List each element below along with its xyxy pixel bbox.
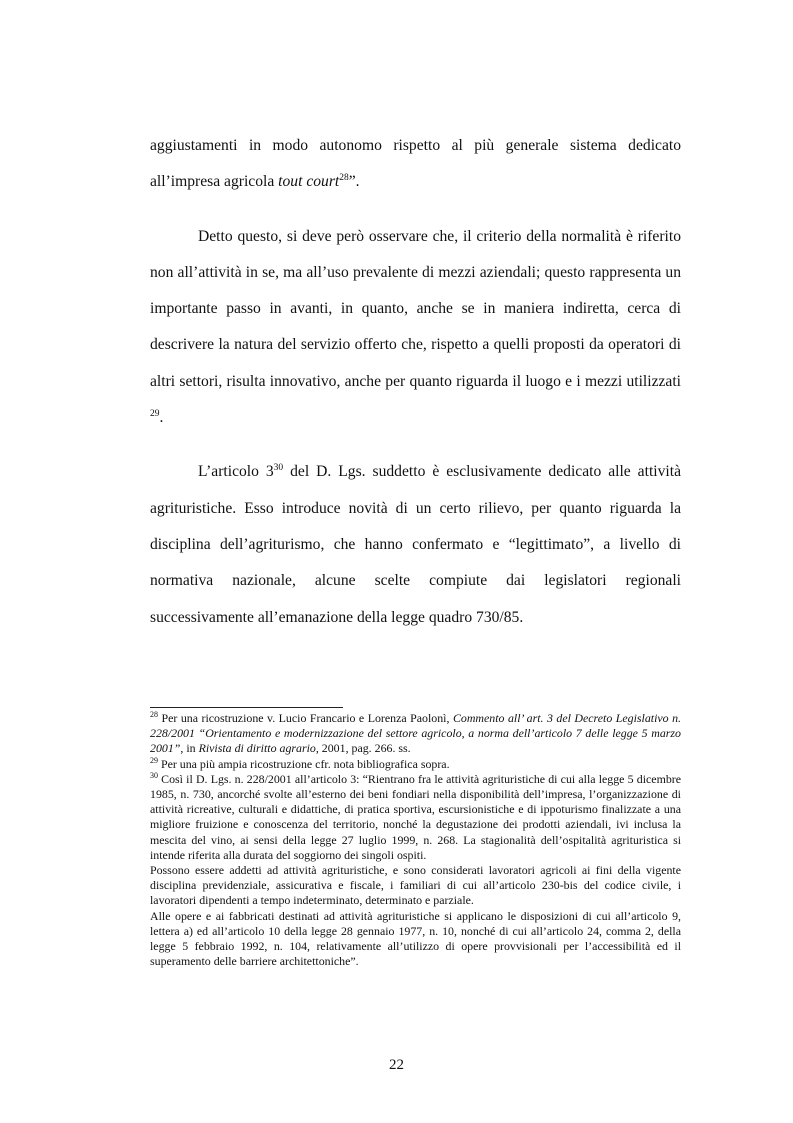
footnote-30-para-2: Possono essere addetti ad attività agrituristiche, e sono considerati lavoratori agricoli ai fini della vigente disciplina previdenziale, assicurativa e fiscale, i familiari di cui all’articolo 230-bis del codice civile, i lavoratori dipendenti a tempo indeterminato, determinato e parziale.: [150, 863, 681, 908]
footnote-30: $^{30}$ Così il D. Lgs. n. 228/2001 all’articolo 3: “Rientrano fra le attività agrituristiche di cui alla legge 5 dicembre 1985, n. 730, ancorché svolte all’esterno dei beni fondiari nella disponibilità dell’impresa, l’organizzazione di attività ricreative, culturali e didattiche, di pratica sportiva, escursionistiche e di ippoturismo finalizzate a una migliore fruizione e conoscenza del territorio, nonché la degustazione dei prodotti aziendali, ivi inclusa la mescita del vino, ai sensi della legge 27 luglio 1999, n. 268. La stagionalità dell’ospitalità agrituristica si intende riferita alla durata del soggiorno dei singoli ospiti.: [150, 770, 681, 862]
paragraph-1: aggiustamenti in modo autonomo rispetto al più generale sistema dedicato all’impresa agricola tout court$^{28}$”.: [150, 137, 681, 191]
footnote-29: $^{29}$ Per una più ampia ricostruzione cfr. nota bibliografica sopra.: [150, 755, 450, 771]
footnote-30-para-3: Alle opere e ai fabbricati destinati ad attività agrituristiche si applicano le disposizioni di cui all’articolo 9, lettera a) ed all’articolo 10 della legge 28 gennaio 1977, n. 10, nonché di cui all’articolo 24, comma 2, della legge 5 febbraio 1992, n. 104, relativamente all’utilizzo di opere provvisionali per l’accessibilità ed il superamento delle barriere architettoniche”.: [150, 908, 681, 969]
page-number: 22: [389, 1057, 404, 1073]
footnotes: [150, 711, 681, 969]
paragraph-3: L’articolo $3^{30}$ del D. Lgs. suddetto è esclusivamente dedicato alle attività agrituristiche. Esso introduce novità di un certo rilievo, per quanto riguarda la disciplina dell’agriturismo, che hanno confermato e “legittimato”, a livello di normativa nazionale, alcune scelte compiute dai legislatori regionali successivamente all’emanazione della legge quadro 730/85.: [150, 463, 681, 626]
footnote-separator: [150, 707, 343, 708]
footnote-28: $^{28}$ Per una ricostruzione v. Lucio Francario e Lorenza Paolonì, Commento all’ art. 3 del Decreto Legislativo n. 228/2001 “Orientamento e modernizzazione del settore agricolo, a norma dell’articolo 7 delle legge 5 marzo 2001”, in Rivista di diritto agrario, 2001, pag. 266. ss.: [150, 710, 681, 756]
paragraph-2: Detto questo, si deve però osservare che, il criterio della normalità è riferito non all’attività in se, ma all’uso prevalente di mezzi aziendali; questo rappresenta un importante passo in avanti, in quanto, anche se in maniera indiretta, cerca di descrivere la natura del servizio offerto che, rispetto a quelli proposti da operatori di altri settori, risulta innovativo, anche per quanto riguarda il luogo e i mezzi utilizzati $^{29}$.: [150, 227, 681, 427]
footnote-ref-30[interactable]: 30: [273, 463, 284, 474]
footnote-ref-29[interactable]: 29: [150, 408, 160, 419]
footnote-ref-28[interactable]: 28: [339, 173, 349, 184]
body-text: [150, 128, 681, 636]
